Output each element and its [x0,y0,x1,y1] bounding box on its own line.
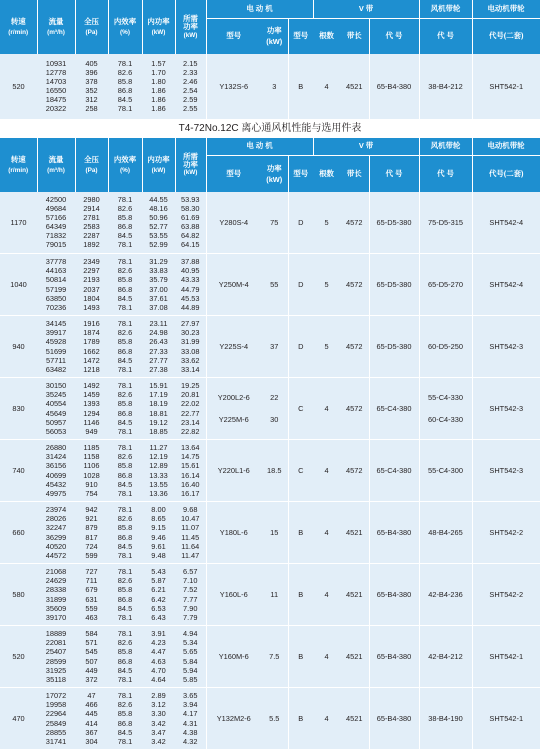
belt-length-cell: 4572 [340,192,369,254]
flow-cell: 37778 44163 50814 57199 63850 70236 [37,254,75,316]
motor-power-cell: 55 [261,254,288,316]
flow-cell: 26880 31424 36156 40699 45432 49975 [37,440,75,502]
belt-model-cell: B [288,688,313,750]
belt-length-cell: 4521 [340,688,369,750]
belt-model-cell: D [288,316,313,378]
motor-power-cell: 11 [261,564,288,626]
pressure-cell: 1492 1459 1393 1294 1146 949 [75,378,108,440]
motor-pulley-header: 电动机带轮 [472,0,540,18]
belt-model-cell: D [288,192,313,254]
flow-header-2: 流量 (m³/h) [37,138,75,192]
flow-cell: 18889 22081 25407 28599 31925 35118 [37,626,75,688]
motor-model-header: 型号 [206,18,261,54]
group-row [0,254,540,316]
belt-model-cell: C [288,378,313,440]
fan-pulley-cell: 65-B4-380 [369,502,419,564]
efficiency-cell: 78.1 82.6 85.8 86.8 84.5 78.1 [108,54,142,119]
motor-model-cell: Y132M2-6 [206,688,261,750]
belt-group-header-2: V 带 [313,138,419,156]
internal-power-header: 内功率 (kW) [142,0,175,54]
pressure-cell: 727 711 679 631 559 463 [75,564,108,626]
belt-model-cell: D [288,254,313,316]
belt-length-cell: 4572 [340,316,369,378]
required-power-cell: 19.25 20.81 22.02 22.77 23.14 22.82 [175,378,206,440]
group-row [0,502,540,564]
motor-rail-code-header-2: 代号(二套) [472,156,540,192]
belt-length-cell: 4521 [340,502,369,564]
motor-rail-cell: SHT542-3 [472,316,540,378]
top-table [0,0,540,120]
main-table [0,138,540,751]
motor-pulley-cell: 42-B4-236 [419,564,472,626]
belt-model-cell: B [288,54,313,119]
required-power-cell: 2.15 2.33 2.46 2.54 2.59 2.55 [175,54,206,119]
belt-count-cell: 4 [313,440,340,502]
group-row [0,564,540,626]
belt-length-cell: 4521 [340,564,369,626]
motor-rail-cell: SHT542-3 [472,378,540,440]
required-power-cell: 27.97 30.23 31.99 33.08 33.62 33.14 [175,316,206,378]
motor-rail-cell: SHT542-3 [472,440,540,502]
speed-cell: 940 [0,316,37,378]
belt-count-cell: 4 [313,688,340,750]
speed-header: 转速 (r/min) [0,0,37,54]
pressure-cell: 942 921 879 817 724 599 [75,502,108,564]
belt-count-cell: 4 [313,564,340,626]
fan-pulley-cell: 65-B4-380 [369,688,419,750]
motor-pulley-cell: 48-B4-265 [419,502,472,564]
motor-pulley-header-2: 电动机带轮 [472,138,540,156]
speed-cell: 660 [0,502,37,564]
speed-cell: 520 [0,626,37,688]
motor-power-cell: 7.5 [261,626,288,688]
motor-power-header: 功率 (kW) [261,18,288,54]
flow-cell: 23974 28026 32247 36299 40520 44572 [37,502,75,564]
belt-count-cell: 5 [313,254,340,316]
speed-cell: 520 [0,54,37,119]
pressure-cell: 2980 2914 2781 2583 2287 1892 [75,192,108,254]
internal-power-cell: 31.29 33.83 35.79 37.00 37.61 37.08 [142,254,175,316]
belt-length-cell: 4572 [340,378,369,440]
motor-model-cell: Y132S-6 [206,54,261,119]
belt-count-header-2: 根数 [313,156,340,192]
belt-count-header: 根数 [313,18,340,54]
motor-rail-cell: SHT542-1 [472,688,540,750]
table-title: T4-72No.12C 离心通风机性能与选用件表 [0,120,540,138]
motor-rail-cell: SHT542-2 [472,502,540,564]
motor-rail-cell: SHT542-4 [472,192,540,254]
efficiency-cell: 78.1 82.6 85.8 86.8 84.5 78.1 [108,564,142,626]
group-row [0,378,540,440]
motor-group-header-2: 电 动 机 [206,138,313,156]
pressure-cell: 1185 1158 1106 1028 910 754 [75,440,108,502]
belt-count-cell: 4 [313,378,340,440]
speed-cell: 1040 [0,254,37,316]
belt-model-header-2: 型号 [288,156,313,192]
efficiency-cell: 78.1 82.6 85.8 86.8 84.5 78.1 [108,440,142,502]
belt-count-cell: 4 [313,54,340,119]
required-power-cell: 13.64 14.75 15.61 16.14 16.40 16.17 [175,440,206,502]
efficiency-cell: 78.1 82.6 85.8 86.8 84.5 78.1 [108,378,142,440]
motor-pulley-cell: 38-B4-212 [419,54,472,119]
fan-pulley-cell: 65-D5-380 [369,192,419,254]
group-row [0,440,540,502]
top-group-row [0,54,540,119]
flow-cell: 21068 24629 28338 31899 35609 39170 [37,564,75,626]
pressure-cell: 584 571 545 507 449 372 [75,626,108,688]
belt-model-cell: B [288,502,313,564]
group-row [0,316,540,378]
motor-pulley-cell: 55-C4-330 60-C4-330 [419,378,472,440]
motor-model-cell: Y280S-4 [206,192,261,254]
internal-power-cell: 23.11 24.98 26.43 27.33 27.77 27.38 [142,316,175,378]
flow-cell: 17072 19958 22964 25849 28855 31741 [37,688,75,750]
speed-cell: 470 [0,688,37,750]
fan-pulley-header-2: 风机带轮 [419,138,472,156]
efficiency-header-2: 内效率 (%) [108,138,142,192]
motor-power-cell: 75 [261,192,288,254]
pressure-header: 全压 (Pa) [75,0,108,54]
motor-power-cell: 3 [261,54,288,119]
internal-power-cell: 8.00 8.65 9.15 9.46 9.61 9.48 [142,502,175,564]
belt-model-cell: B [288,564,313,626]
internal-power-cell: 15.91 17.19 18.19 18.81 19.12 18.85 [142,378,175,440]
motor-model-cell: Y225S-4 [206,316,261,378]
motor-model-cell: Y180L-6 [206,502,261,564]
belt-length-header-2: 带长 [340,156,369,192]
belt-group-header: V 带 [313,0,419,18]
speed-cell: 740 [0,440,37,502]
pressure-cell: 405 396 378 352 312 258 [75,54,108,119]
motor-power-cell: 18.5 [261,440,288,502]
efficiency-cell: 78.1 82.6 85.8 86.8 84.5 78.1 [108,192,142,254]
motor-power-cell: 5.5 [261,688,288,750]
internal-power-cell: 3.91 4.23 4.47 4.63 4.70 4.64 [142,626,175,688]
required-power-cell: 53.93 58.30 61.69 63.88 64.82 64.15 [175,192,206,254]
fan-pulley-cell: 65-D5-380 [369,254,419,316]
internal-power-cell: 11.27 12.19 12.89 13.33 13.55 13.36 [142,440,175,502]
motor-model-cell: Y160L-6 [206,564,261,626]
motor-power-header-2: 功率 (kW) [261,156,288,192]
motor-pulley-cell: 55-C4-300 [419,440,472,502]
flow-header: 流量 (m³/h) [37,0,75,54]
fan-pulley-cell: 65-D5-380 [369,316,419,378]
group-row [0,626,540,688]
efficiency-cell: 78.1 82.6 85.8 86.8 84.5 78.1 [108,626,142,688]
speed-cell: 580 [0,564,37,626]
motor-rail-cell: SHT542-2 [472,564,540,626]
belt-length-cell: 4521 [340,54,369,119]
fan-pulley-header: 风机带轮 [419,0,472,18]
efficiency-cell: 78.1 82.6 85.8 86.8 84.5 78.1 [108,316,142,378]
motor-power-cell: 37 [261,316,288,378]
motor-pulley-code-header: 代 号 [419,18,472,54]
fan-pulley-cell: 65-B4-380 [369,564,419,626]
flow-cell: 42500 49684 57166 64349 71832 79015 [37,192,75,254]
belt-length-cell: 4521 [340,626,369,688]
internal-power-header-2: 内功率 (kW) [142,138,175,192]
belt-model-header: 型号 [288,18,313,54]
efficiency-cell: 78.1 82.6 85.8 86.8 84.5 78.1 [108,502,142,564]
required-power-cell: 37.88 40.95 43.33 44.79 45.53 44.89 [175,254,206,316]
fan-pulley-cell: 65-C4-380 [369,440,419,502]
belt-count-cell: 5 [313,192,340,254]
motor-pulley-cell: 60-D5-250 [419,316,472,378]
belt-length-header: 带长 [340,18,369,54]
motor-rail-cell: SHT542-1 [472,626,540,688]
motor-pulley-cell: 38-B4-190 [419,688,472,750]
fan-pulley-cell: 65-B4-380 [369,54,419,119]
motor-rail-code-header: 代号(二套) [472,18,540,54]
pressure-cell: 47 466 445 414 367 304 [75,688,108,750]
flow-cell: 34145 39917 45928 51699 57711 63482 [37,316,75,378]
motor-pulley-cell: 75-D5-315 [419,192,472,254]
motor-model-header-2: 型号 [206,156,261,192]
group-row [0,192,540,254]
fan-pulley-cell: 65-C4-380 [369,378,419,440]
internal-power-cell: 44.55 48.16 50.96 52.77 53.55 52.99 [142,192,175,254]
efficiency-header: 内效率 (%) [108,0,142,54]
belt-model-cell: B [288,626,313,688]
belt-count-cell: 4 [313,502,340,564]
motor-rail-cell: SHT542-1 [472,54,540,119]
motor-power-cell: 15 [261,502,288,564]
efficiency-cell: 78.1 82.6 85.8 86.8 84.5 78.1 [108,254,142,316]
efficiency-cell: 78.1 82.6 85.8 86.8 84.5 78.1 [108,688,142,750]
required-power-cell: 4.94 5.34 5.65 5.84 5.94 5.85 [175,626,206,688]
belt-model-cell: C [288,440,313,502]
speed-cell: 830 [0,378,37,440]
belt-count-cell: 5 [313,316,340,378]
fan-pulley-code-header: 代 号 [369,18,419,54]
motor-model-cell: Y250M-4 [206,254,261,316]
group-row [0,688,540,750]
flow-cell: 30150 35245 40554 45649 50957 56053 [37,378,75,440]
required-power-header-2: 所需功率 (kW) [175,138,206,192]
required-power-cell: 3.65 3.94 4.17 4.31 4.38 4.32 [175,688,206,750]
required-power-cell: 9.68 10.47 11.07 11.45 11.64 11.47 [175,502,206,564]
fan-pulley-code-header-2: 代 号 [369,156,419,192]
speed-cell: 1170 [0,192,37,254]
flow-cell: 10931 12778 14703 16550 18475 20322 [37,54,75,119]
pressure-header-2: 全压 (Pa) [75,138,108,192]
motor-pulley-cell: 42-B4-212 [419,626,472,688]
internal-power-cell: 5.43 5.87 6.21 6.42 6.53 6.43 [142,564,175,626]
belt-length-cell: 4572 [340,440,369,502]
motor-power-cell: 22 30 [261,378,288,440]
internal-power-cell: 1.57 1.70 1.80 1.86 1.86 1.86 [142,54,175,119]
motor-rail-cell: SHT542-4 [472,254,540,316]
motor-pulley-cell: 65-D5-270 [419,254,472,316]
required-power-header: 所需功率 (kW) [175,0,206,54]
fan-pulley-cell: 65-B4-380 [369,626,419,688]
speed-header-2: 转速 (r/min) [0,138,37,192]
motor-model-cell: Y220L1-6 [206,440,261,502]
motor-model-cell: Y160M-6 [206,626,261,688]
internal-power-cell: 2.89 3.12 3.30 3.42 3.47 3.42 [142,688,175,750]
motor-pulley-code-header-2: 代 号 [419,156,472,192]
belt-length-cell: 4572 [340,254,369,316]
required-power-cell: 6.57 7.10 7.52 7.77 7.90 7.79 [175,564,206,626]
pressure-cell: 2349 2297 2193 2037 1804 1493 [75,254,108,316]
motor-model-cell: Y200L2-6 Y225M-6 [206,378,261,440]
belt-count-cell: 4 [313,626,340,688]
motor-group-header: 电 动 机 [206,0,313,18]
pressure-cell: 1916 1874 1789 1662 1472 1218 [75,316,108,378]
